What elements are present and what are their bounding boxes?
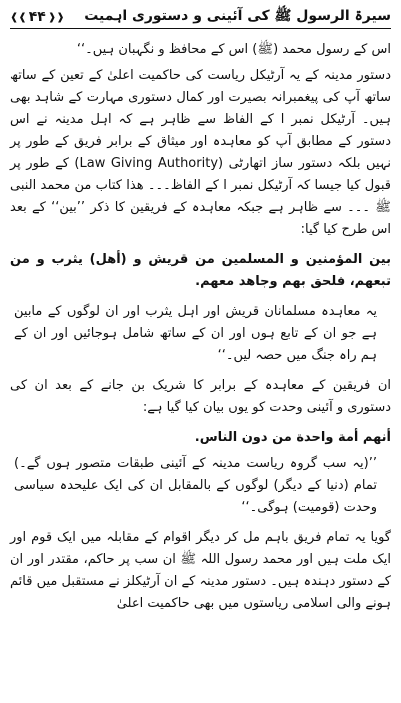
page-body	[10, 39, 391, 615]
paragraph-3: ان فریقین کے معاہدہ کے برابر کا شریک بن جانے کے بعد ان کی دستوری و آئینی وحدت کو یوں بیان کیا گیا ہے:	[10, 378, 391, 415]
ornament-right-icon: ❱❱	[47, 11, 65, 23]
page-number: ۴۴	[28, 9, 46, 25]
ornament-left-icon: ❰❰	[10, 11, 27, 23]
paragraph-4: گویا یہ تمام فریق باہم مل کر دیگر اقوام کے مقابلہ میں ایک قوم اور ایک ملت ہیں اور محمد رسول اللہ ﷺ ان سب پر حاکم، مقتدر اور ان کے دستور دہندہ ہیں۔ دستور مدینہ کے ان آرٹیکلز نے مستقبل میں قائم ہونے والی اسلامی ریاستوں میں بھی حاکمیت اعلیٰ	[10, 530, 391, 611]
quote-translation-2: ’’(یہ سب گروہ ریاست مدینہ کے آئینی طبقات متصور ہوں گے۔) تمام (دنیا کے دیگر) لوگوں کے بالمقابل ان کی ایک علیحدہ سیاسی وحدت (قومیت) ہوگی۔‘‘	[14, 456, 377, 515]
paragraph-2: دستور مدینہ کے یہ آرٹیکل ریاست کی حاکمیت اعلیٰ کے تعین کے ساتھ ساتھ آپ کی پیغمبرانہ بصیرت اور کمال دستوری مہارت کے شاہد بھی ہیں۔ آرٹیکل نمبر ا کے الفاظ سے ظاہر ہے کہ اہل مدینہ نے اس دستور کے مطابق آپ کو معاہدہ اور میثاق کے برابر فریق کے طور پر نہیں بلکہ دستور ساز اتھارٹی (Law Giving Authority) کے طور پر قبول کیا جیسا کہ آرٹیکل نمبر ا کے الفاظ۔۔۔ ھذا کتاب من محمد النبی ﷺ ۔۔۔ سے ظاہر ہے جبکہ معاہدہ کے فریقین کا ذکر ’’بین‘‘ کے بعد اس طرح کیا گیا:	[10, 68, 392, 237]
paragraph-1: اس کے رسول محمد (ﷺ) اس کے محافظ و نگہبان ہیں۔‘‘	[76, 42, 391, 57]
page-number-box	[10, 9, 65, 25]
arabic-quote-1: بين المؤمنين و المسلمين من قريش و (أهل) يثرب و من تبعهم، فلحق بهم وجاهد معهم.	[10, 252, 391, 289]
page-header	[10, 6, 391, 29]
arabic-quote-2: أنهم أمة واحدة من دون الناس.	[194, 430, 391, 445]
quote-translation-1: یہ معاہدہ مسلمانان قریش اور اہل یثرب اور ان لوگوں کے مابین ہے جو ان کے تابع ہوں اور ان کے ساتھ شامل ہوجائیں اور ان کے ہم راہ جنگ میں حصہ لیں۔‘‘	[14, 304, 377, 363]
running-title: سیرۃ الرسول ﷺ کی آئینی و دستوری اہمیت	[84, 8, 391, 24]
